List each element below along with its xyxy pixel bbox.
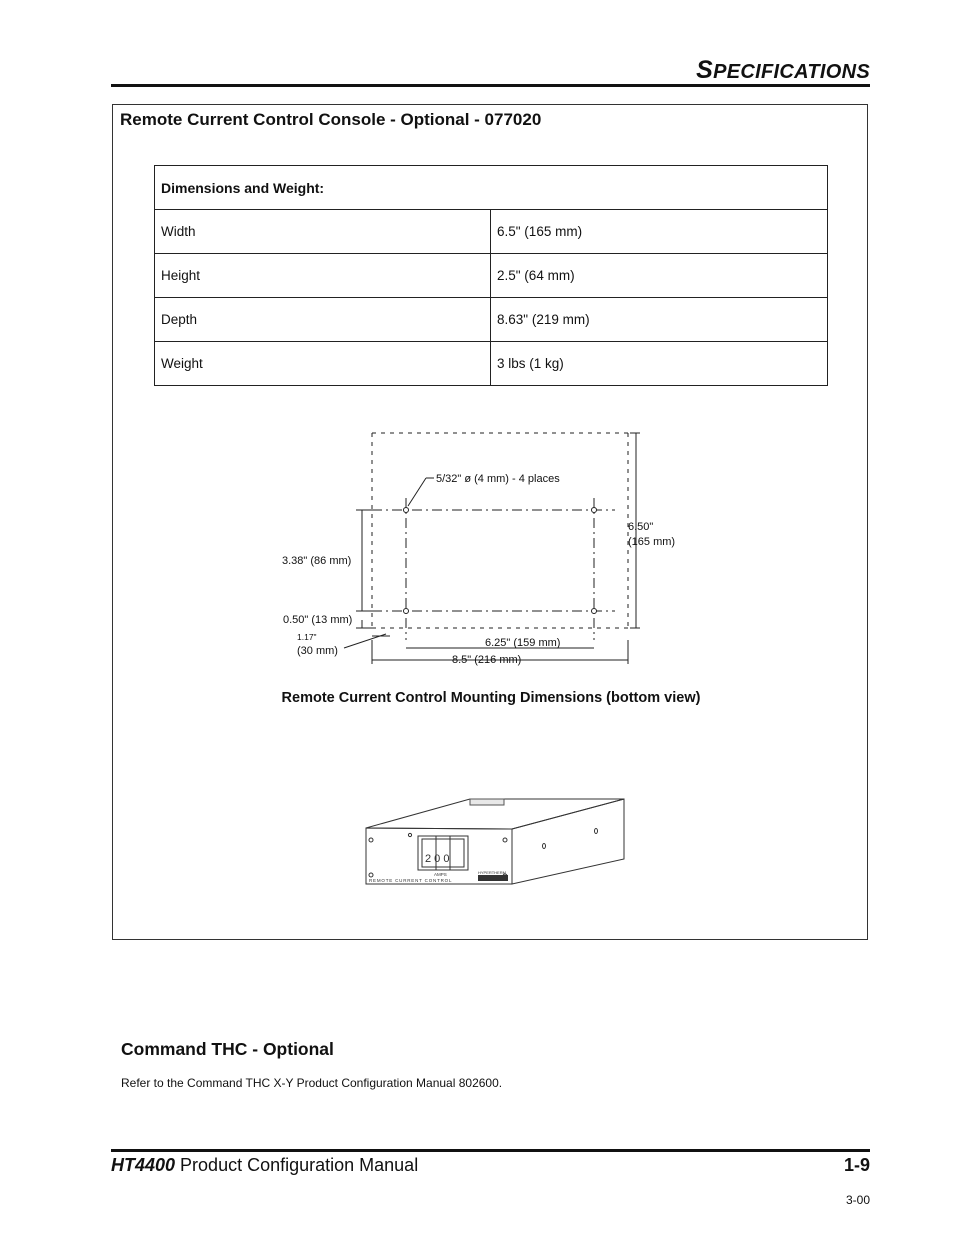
- row-value-weight: 3 lbs (1 kg): [491, 342, 828, 386]
- dimensions-table: [154, 165, 828, 386]
- console-isometric-drawing: [355, 790, 635, 890]
- brand-label: HYPERTHERM: [478, 870, 506, 875]
- outer-height-metric-label: (165 mm): [628, 536, 676, 548]
- revision-date: 3-00: [845, 1193, 870, 1207]
- hole-label: 5/32" ø (4 mm) - 4 places: [436, 473, 560, 485]
- page-header-title: SPECIFICATIONS: [696, 56, 870, 84]
- footer-rule: [111, 1149, 870, 1152]
- row-value-depth: 8.63" (219 mm): [491, 298, 828, 342]
- amps-label: AMPS: [434, 872, 447, 877]
- row-value-width: 6.5" (165 mm): [491, 210, 828, 254]
- table-row: [155, 210, 828, 254]
- table-header-row: [155, 166, 828, 210]
- row-label-height: Height: [155, 254, 491, 298]
- row-label-weight: Weight: [155, 342, 491, 386]
- outer-height-label: 6.50": [628, 521, 654, 533]
- table-row: [155, 342, 828, 386]
- row-label-width: Width: [155, 210, 491, 254]
- page-number: 1-9: [843, 1155, 870, 1175]
- command-thc-text: Refer to the Command THC X-Y Product Configuration Manual 802600.: [121, 1076, 503, 1090]
- section-title: Remote Current Control Console - Optional - 077020: [120, 110, 542, 129]
- table-heading: Dimensions and Weight:: [155, 166, 828, 210]
- header-rule: [111, 84, 870, 87]
- outer-width-label: 8.5" (216 mm): [452, 654, 522, 666]
- table-row: [155, 254, 828, 298]
- hole-spacing-horizontal-label: 6.25" (159 mm): [485, 637, 561, 649]
- edge-offset-label: 0.50" (13 mm): [283, 614, 353, 626]
- mounting-dimensions-diagram: [270, 425, 700, 675]
- panel-label: REMOTE CURRENT CONTROL: [369, 878, 453, 883]
- brand-plate: [478, 875, 508, 881]
- command-thc-title: Command THC - Optional: [121, 1039, 334, 1059]
- side-offset-label: 1.17": [297, 632, 317, 642]
- row-label-depth: Depth: [155, 298, 491, 342]
- row-value-height: 2.5" (64 mm): [491, 254, 828, 298]
- table-row: [155, 298, 828, 342]
- side-offset-metric-label: (30 mm): [297, 645, 338, 657]
- hole-spacing-vertical-label: 3.38" (86 mm): [282, 555, 352, 567]
- footer-manual-name: Product Configuration Manual: [175, 1155, 419, 1175]
- amps-digits: 2 0 0: [425, 853, 450, 865]
- footer-model: HT4400: [111, 1155, 176, 1175]
- figure-caption: Remote Current Control Mounting Dimensions (bottom view): [281, 690, 701, 706]
- footer-manual-title: [111, 1155, 418, 1176]
